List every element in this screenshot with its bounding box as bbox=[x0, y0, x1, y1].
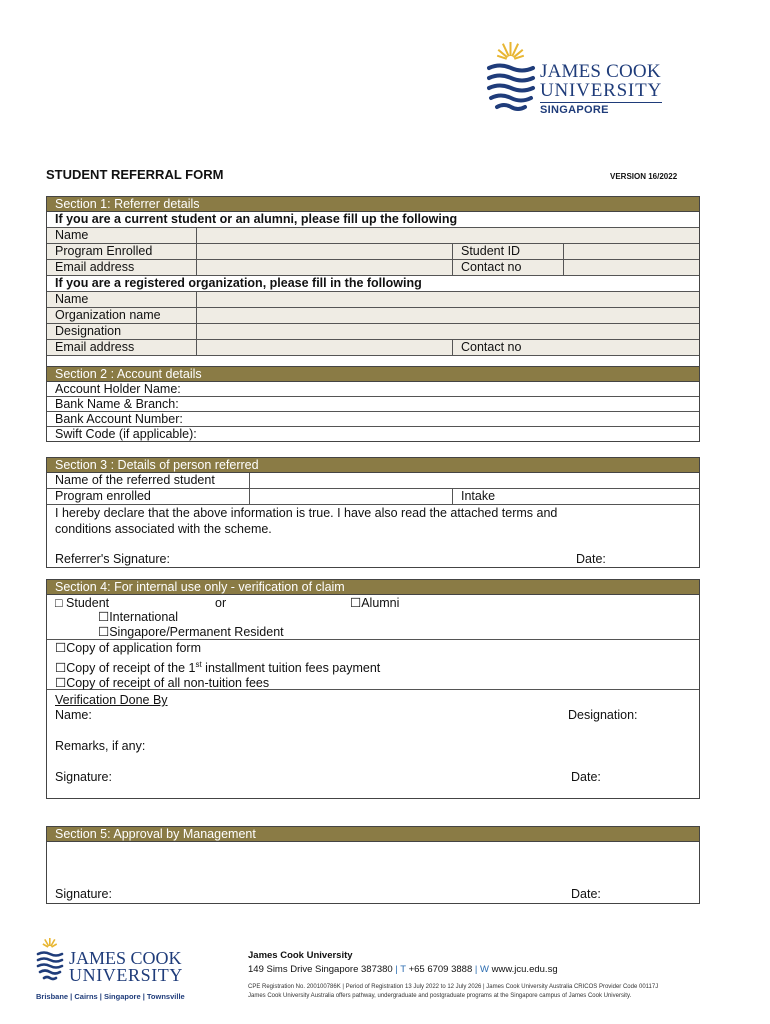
referred-program-field[interactable] bbox=[249, 489, 452, 504]
footer-campuses: Brisbane | Cairns | Singapore | Townsville bbox=[36, 992, 185, 1001]
footer-website-link[interactable]: www.jcu.edu.sg bbox=[491, 964, 558, 975]
copy-application-checkbox[interactable]: ☐Copy of application form bbox=[55, 641, 201, 655]
footer-fine-print-1: CPE Registration No. 200100786K | Period of Registration 13 July 2022 to 12 July 2026 | James Cook University Australia CRICOS Provider Code 00117J bbox=[248, 984, 659, 990]
declaration-block bbox=[47, 505, 699, 568]
org-name-label: Name bbox=[55, 292, 89, 306]
student-name-label: Name bbox=[55, 228, 89, 242]
section-1-heading: Section 1: Referrer details bbox=[47, 197, 699, 212]
program-row bbox=[47, 244, 699, 260]
account-holder-label: Account Holder Name: bbox=[55, 382, 181, 396]
footer-jcu-logo bbox=[36, 937, 186, 1007]
designation-row bbox=[47, 324, 699, 340]
email-field[interactable] bbox=[196, 260, 452, 275]
declaration-line-2: conditions associated with the scheme. bbox=[55, 521, 272, 536]
org-contact-label: Contact no bbox=[452, 340, 699, 355]
org-name-label-row bbox=[47, 292, 699, 308]
remarks-label: Remarks, if any: bbox=[55, 739, 146, 753]
referred-name-label: Name of the referred student bbox=[55, 473, 215, 487]
section-4-heading: Section 4: For internal use only - verification of claim bbox=[47, 580, 699, 595]
section-1-referrer-details bbox=[46, 196, 700, 367]
section-5-management-approval bbox=[46, 826, 700, 904]
form-version: VERSION 16/2022 bbox=[610, 172, 678, 181]
organization-field[interactable] bbox=[196, 308, 699, 323]
logo-rule bbox=[540, 102, 662, 103]
student-subheading-row bbox=[47, 212, 699, 228]
student-type-block bbox=[47, 595, 699, 640]
approval-block bbox=[47, 842, 699, 903]
org-subheading: If you are a registered organization, please fill in the following bbox=[55, 276, 422, 290]
footer-sep-phone: | T bbox=[392, 964, 409, 975]
verification-block bbox=[47, 690, 699, 798]
verifier-signature-label: Signature: bbox=[55, 770, 112, 784]
student-id-field[interactable] bbox=[563, 244, 699, 259]
organization-label: Organization name bbox=[55, 308, 161, 322]
student-subheading: If you are a current student or an alumni, please fill up the following bbox=[55, 212, 458, 226]
copy-receipt-label-pre: ☐Copy of receipt of the 1 bbox=[55, 660, 196, 675]
copy-receipt-label-post: installment tuition fees payment bbox=[201, 660, 381, 675]
bank-name-row[interactable] bbox=[47, 397, 699, 412]
email-row bbox=[47, 260, 699, 276]
org-email-label: Email address bbox=[55, 340, 135, 354]
logo-line-james-cook: JAMES COOK bbox=[540, 61, 661, 82]
designation-field[interactable] bbox=[196, 324, 699, 339]
footer-org-name: James Cook University bbox=[248, 950, 353, 961]
designation-label: Designation bbox=[55, 324, 122, 338]
approval-signature-label: Signature: bbox=[55, 887, 112, 901]
section-3-person-referred bbox=[46, 457, 700, 568]
jcu-logo bbox=[486, 40, 676, 120]
email-label: Email address bbox=[55, 260, 135, 274]
footer-contact bbox=[248, 950, 718, 1001]
copy-nontuition-checkbox[interactable]: ☐Copy of receipt of all non-tuition fees bbox=[55, 676, 270, 691]
referrer-signature-label: Referrer's Signature: bbox=[55, 552, 170, 566]
verification-heading: Verification Done By bbox=[55, 693, 168, 707]
intake-label: Intake bbox=[452, 489, 699, 504]
referred-name-field[interactable] bbox=[249, 473, 699, 488]
verifier-name-label: Name: bbox=[55, 708, 92, 722]
approval-date-label: Date: bbox=[571, 887, 601, 901]
copy-receipt-superscript: st bbox=[195, 659, 202, 669]
footer-sep-web: | W bbox=[472, 964, 492, 975]
international-checkbox[interactable]: ☐International bbox=[98, 610, 179, 624]
verifier-date-label: Date: bbox=[571, 770, 601, 784]
section-5-heading: Section 5: Approval by Management bbox=[47, 827, 699, 842]
org-email-field[interactable] bbox=[196, 340, 452, 355]
org-email-row bbox=[47, 340, 699, 356]
referred-program-label: Program enrolled bbox=[55, 489, 151, 503]
verifier-designation-label: Designation: bbox=[568, 708, 638, 722]
footer-logo-line-1: JAMES COOK bbox=[69, 948, 182, 968]
or-label: or bbox=[215, 596, 227, 610]
copy-receipt-checkbox[interactable] bbox=[47, 657, 699, 677]
footer-phone: +65 6709 3888 bbox=[408, 964, 473, 975]
section-4-internal-verification bbox=[46, 579, 700, 799]
footer-address: 149 Sims Drive Singapore 387380 bbox=[248, 964, 393, 975]
logo-line-university: UNIVERSITY bbox=[540, 80, 662, 101]
contact-field[interactable] bbox=[563, 260, 699, 275]
section-2-account-details bbox=[46, 366, 700, 442]
footer-fine-print bbox=[248, 983, 718, 1001]
program-field[interactable] bbox=[196, 244, 452, 259]
referrer-date-label: Date: bbox=[576, 552, 606, 566]
org-contact-name-field[interactable] bbox=[196, 292, 699, 307]
declaration-line-1: I hereby declare that the above information is true. I have also read the attached terms and bbox=[55, 506, 558, 520]
swift-code-row[interactable] bbox=[47, 427, 699, 442]
bank-account-label: Bank Account Number: bbox=[55, 412, 183, 426]
alumni-checkbox[interactable]: ☐Alumni bbox=[350, 596, 400, 610]
student-checkbox[interactable]: □ Student bbox=[55, 596, 110, 610]
account-holder-row[interactable] bbox=[47, 382, 699, 397]
section-3-heading: Section 3 : Details of person referred bbox=[47, 458, 699, 473]
singapore-pr-checkbox[interactable]: ☐Singapore/Permanent Resident bbox=[98, 625, 284, 639]
student-name-row bbox=[47, 228, 699, 244]
documents-block bbox=[47, 640, 699, 690]
footer-fine-print-2: James Cook University Australia offers pathway, undergraduate and postgraduate programs at the Singapore campus of James Cook University. bbox=[248, 993, 632, 999]
logo-line-singapore: SINGAPORE bbox=[540, 104, 609, 116]
student-id-label: Student ID bbox=[452, 244, 563, 259]
swift-code-label: Swift Code (if applicable): bbox=[55, 427, 197, 441]
bank-name-label: Bank Name & Branch: bbox=[55, 397, 179, 411]
bank-account-row[interactable] bbox=[47, 412, 699, 427]
org-subheading-row bbox=[47, 276, 699, 292]
jcu-wave-sun-icon bbox=[486, 40, 536, 116]
referred-name-row bbox=[47, 473, 699, 489]
referred-program-row bbox=[47, 489, 699, 505]
student-name-field[interactable] bbox=[196, 228, 699, 243]
organization-row bbox=[47, 308, 699, 324]
footer-address-line bbox=[248, 964, 718, 975]
form-title: STUDENT REFERRAL FORM bbox=[46, 167, 224, 182]
contact-label: Contact no bbox=[452, 260, 563, 275]
program-label: Program Enrolled bbox=[55, 244, 153, 258]
footer-logo-line-2: UNIVERSITY bbox=[69, 965, 183, 985]
footer-wave-sun-icon bbox=[36, 937, 64, 983]
section-2-heading: Section 2 : Account details bbox=[47, 367, 699, 382]
